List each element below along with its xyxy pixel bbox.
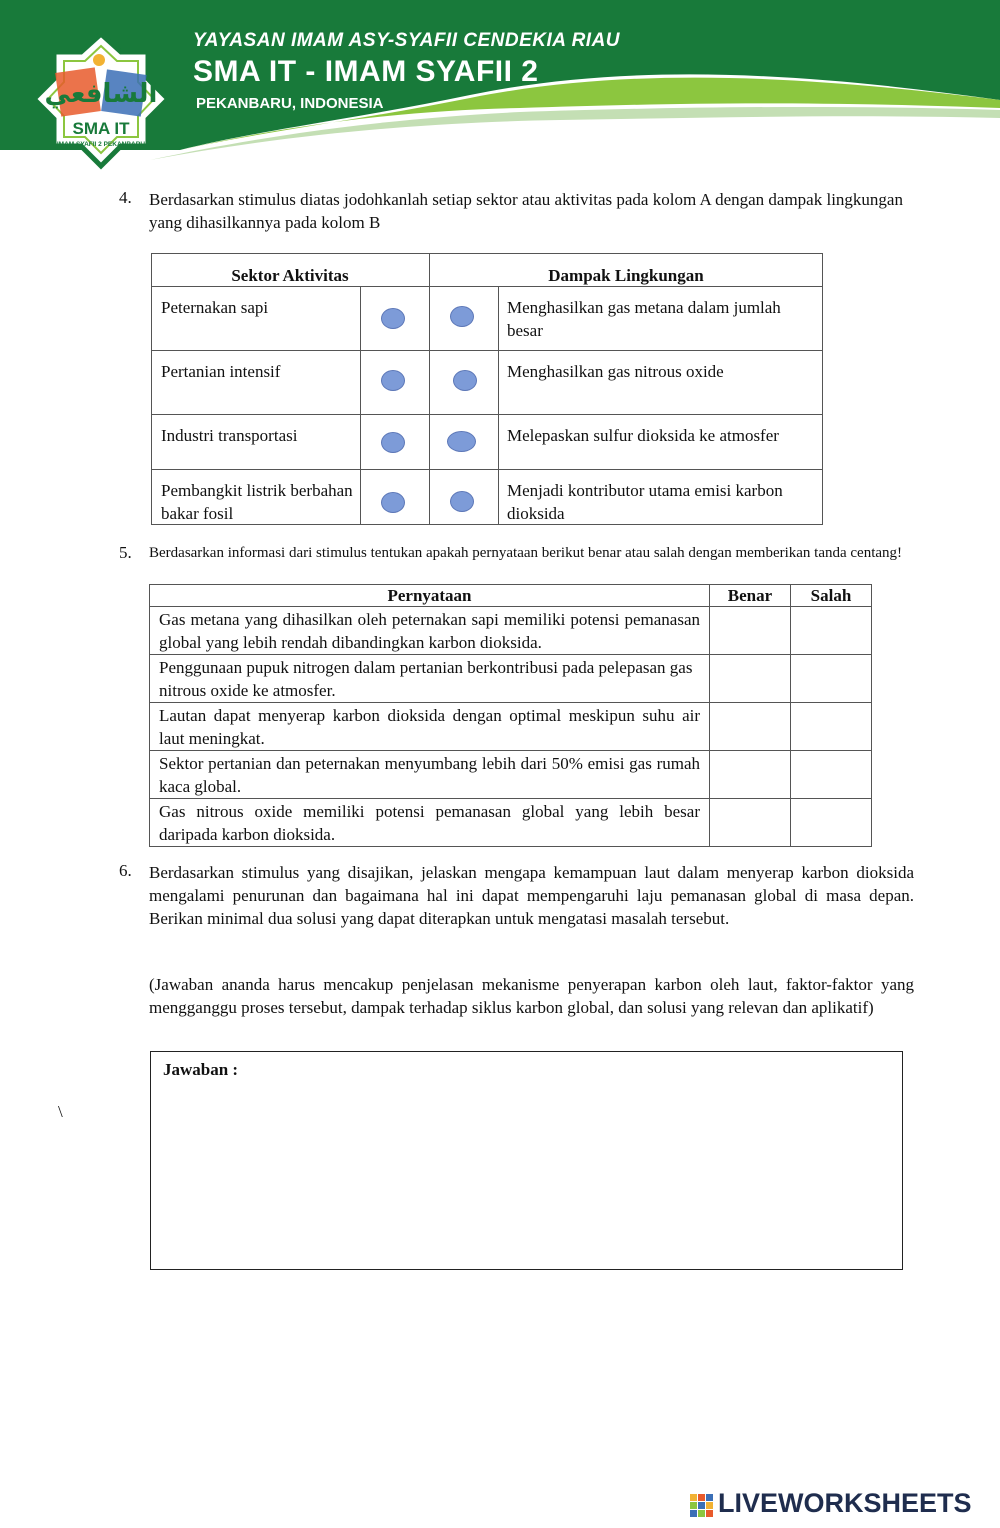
statement-text: Gas nitrous oxide memiliki potensi pemanasan global yang lebih besar daripada karbon dioksida. bbox=[150, 799, 710, 847]
q6-note: (Jawaban ananda harus mencakup penjelasan mekanisme penyerapan karbon oleh laut, faktor-faktor yang mengganggu proses tersebut, dampak terhadap siklus karbon global, dan solusi yang relevan dan aplikatif) bbox=[149, 975, 914, 1017]
left-item: Pertanian intensif bbox=[161, 362, 281, 381]
left-item: Industri transportasi bbox=[161, 426, 298, 445]
table-row bbox=[150, 655, 872, 703]
match-dot-right[interactable] bbox=[447, 431, 476, 452]
logo-subtitle: IMAM SYAFII 2 PEKANBARU bbox=[56, 141, 146, 148]
q5-number: 5. bbox=[119, 543, 132, 562]
q4-number: 4. bbox=[119, 188, 132, 207]
table-border bbox=[822, 253, 823, 525]
statement-table bbox=[149, 584, 872, 847]
right-item: Menghasilkan gas metana dalam jumlah besar bbox=[507, 298, 781, 340]
foundation-name: YAYASAN IMAM ASY-SYAFII CENDEKIA RIAU bbox=[193, 30, 621, 51]
benar-checkbox[interactable] bbox=[710, 655, 791, 703]
match-dot-left[interactable] bbox=[381, 370, 405, 391]
table-border bbox=[151, 253, 152, 525]
brand-text: LIVEWORKSHEETS bbox=[718, 1488, 972, 1518]
header-statement: Pernyataan bbox=[150, 585, 710, 607]
q5-text: Berdasarkan informasi dari stimulus tentukan apakah pernyataan berikut benar atau salah dengan memberikan tanda centang! bbox=[149, 545, 903, 561]
q6-text: Berdasarkan stimulus yang disajikan, jelaskan mengapa kemampuan laut dalam menyerap karbon dioksida mengalami penurunan dan bagaimana hal ini dapat mempengaruhi laju pemanasan global di masa depan. Berikan minimal dua solusi yang dapat diterapkan untuk mengatasi masalah tersebut. bbox=[149, 863, 914, 928]
salah-checkbox[interactable] bbox=[791, 703, 872, 751]
matching-table bbox=[151, 253, 823, 525]
match-dot-right[interactable] bbox=[453, 370, 477, 391]
statement-text: Penggunaan pupuk nitrogen dalam pertanian berkontribusi pada pelepasan gas nitrous oxide ke atmosfer. bbox=[150, 655, 710, 703]
school-name: SMA IT - IMAM SYAFII 2 bbox=[193, 55, 539, 88]
col-a-header: Sektor Aktivitas bbox=[231, 266, 349, 285]
liveworksheets-brand bbox=[690, 1488, 990, 1522]
table-row bbox=[150, 799, 872, 847]
liveworksheets-logo-icon bbox=[690, 1494, 714, 1518]
table-border bbox=[360, 286, 361, 525]
match-dot-left[interactable] bbox=[381, 308, 405, 329]
statement-text: Lautan dapat menyerap karbon dioksida dengan optimal meskipun suhu air laut meningkat. bbox=[150, 703, 710, 751]
table-row bbox=[150, 751, 872, 799]
match-dot-right[interactable] bbox=[450, 306, 474, 327]
answer-box[interactable] bbox=[150, 1051, 903, 1270]
statement-text: Sektor pertanian dan peternakan menyumbang lebih dari 50% emisi gas rumah kaca global. bbox=[150, 751, 710, 799]
table-row bbox=[150, 703, 872, 751]
logo-arabic: الشافعي bbox=[44, 79, 158, 109]
table-row bbox=[150, 607, 872, 655]
salah-checkbox[interactable] bbox=[791, 607, 872, 655]
header-benar: Benar bbox=[710, 585, 791, 607]
table-border bbox=[151, 253, 823, 254]
match-dot-left[interactable] bbox=[381, 432, 405, 453]
salah-checkbox[interactable] bbox=[791, 799, 872, 847]
right-item: Menghasilkan gas nitrous oxide bbox=[507, 362, 724, 381]
right-item: Melepaskan sulfur dioksida ke atmosfer bbox=[507, 426, 779, 445]
benar-checkbox[interactable] bbox=[710, 607, 791, 655]
header-salah: Salah bbox=[791, 585, 872, 607]
logo-title: SMA IT bbox=[72, 119, 130, 138]
table-border bbox=[151, 350, 823, 351]
salah-checkbox[interactable] bbox=[791, 655, 872, 703]
table-border bbox=[151, 469, 823, 470]
table-border bbox=[429, 253, 430, 525]
table-border bbox=[151, 414, 823, 415]
school-city: PEKANBARU, INDONESIA bbox=[196, 95, 384, 112]
left-item: Pembangkit listrik berbahan bakar fosil bbox=[161, 481, 353, 523]
right-item: Menjadi kontributor utama emisi karbon dioksida bbox=[507, 481, 783, 523]
benar-checkbox[interactable] bbox=[710, 703, 791, 751]
school-logo bbox=[26, 32, 176, 177]
q4-text: Berdasarkan stimulus diatas jodohkanlah setiap sektor atau aktivitas pada kolom A dengan dampak lingkungan yang dihasilkannya pada kolom B bbox=[149, 190, 903, 232]
left-item: Peternakan sapi bbox=[161, 298, 269, 317]
table-border bbox=[498, 286, 499, 525]
benar-checkbox[interactable] bbox=[710, 751, 791, 799]
col-b-header: Dampak Lingkungan bbox=[548, 266, 704, 285]
q6-number: 6. bbox=[119, 861, 132, 880]
header-banner bbox=[0, 0, 1000, 175]
answer-label: Jawaban : bbox=[163, 1060, 239, 1079]
salah-checkbox[interactable] bbox=[791, 751, 872, 799]
benar-checkbox[interactable] bbox=[710, 799, 791, 847]
match-dot-left[interactable] bbox=[381, 492, 405, 513]
statement-text: Gas metana yang dihasilkan oleh peternakan sapi memiliki potensi pemanasan global yang lebih rendah dibandingkan karbon dioksida. bbox=[150, 607, 710, 655]
table-header-row bbox=[150, 585, 872, 607]
stray-mark: \ bbox=[58, 1102, 63, 1121]
match-dot-right[interactable] bbox=[450, 491, 474, 512]
